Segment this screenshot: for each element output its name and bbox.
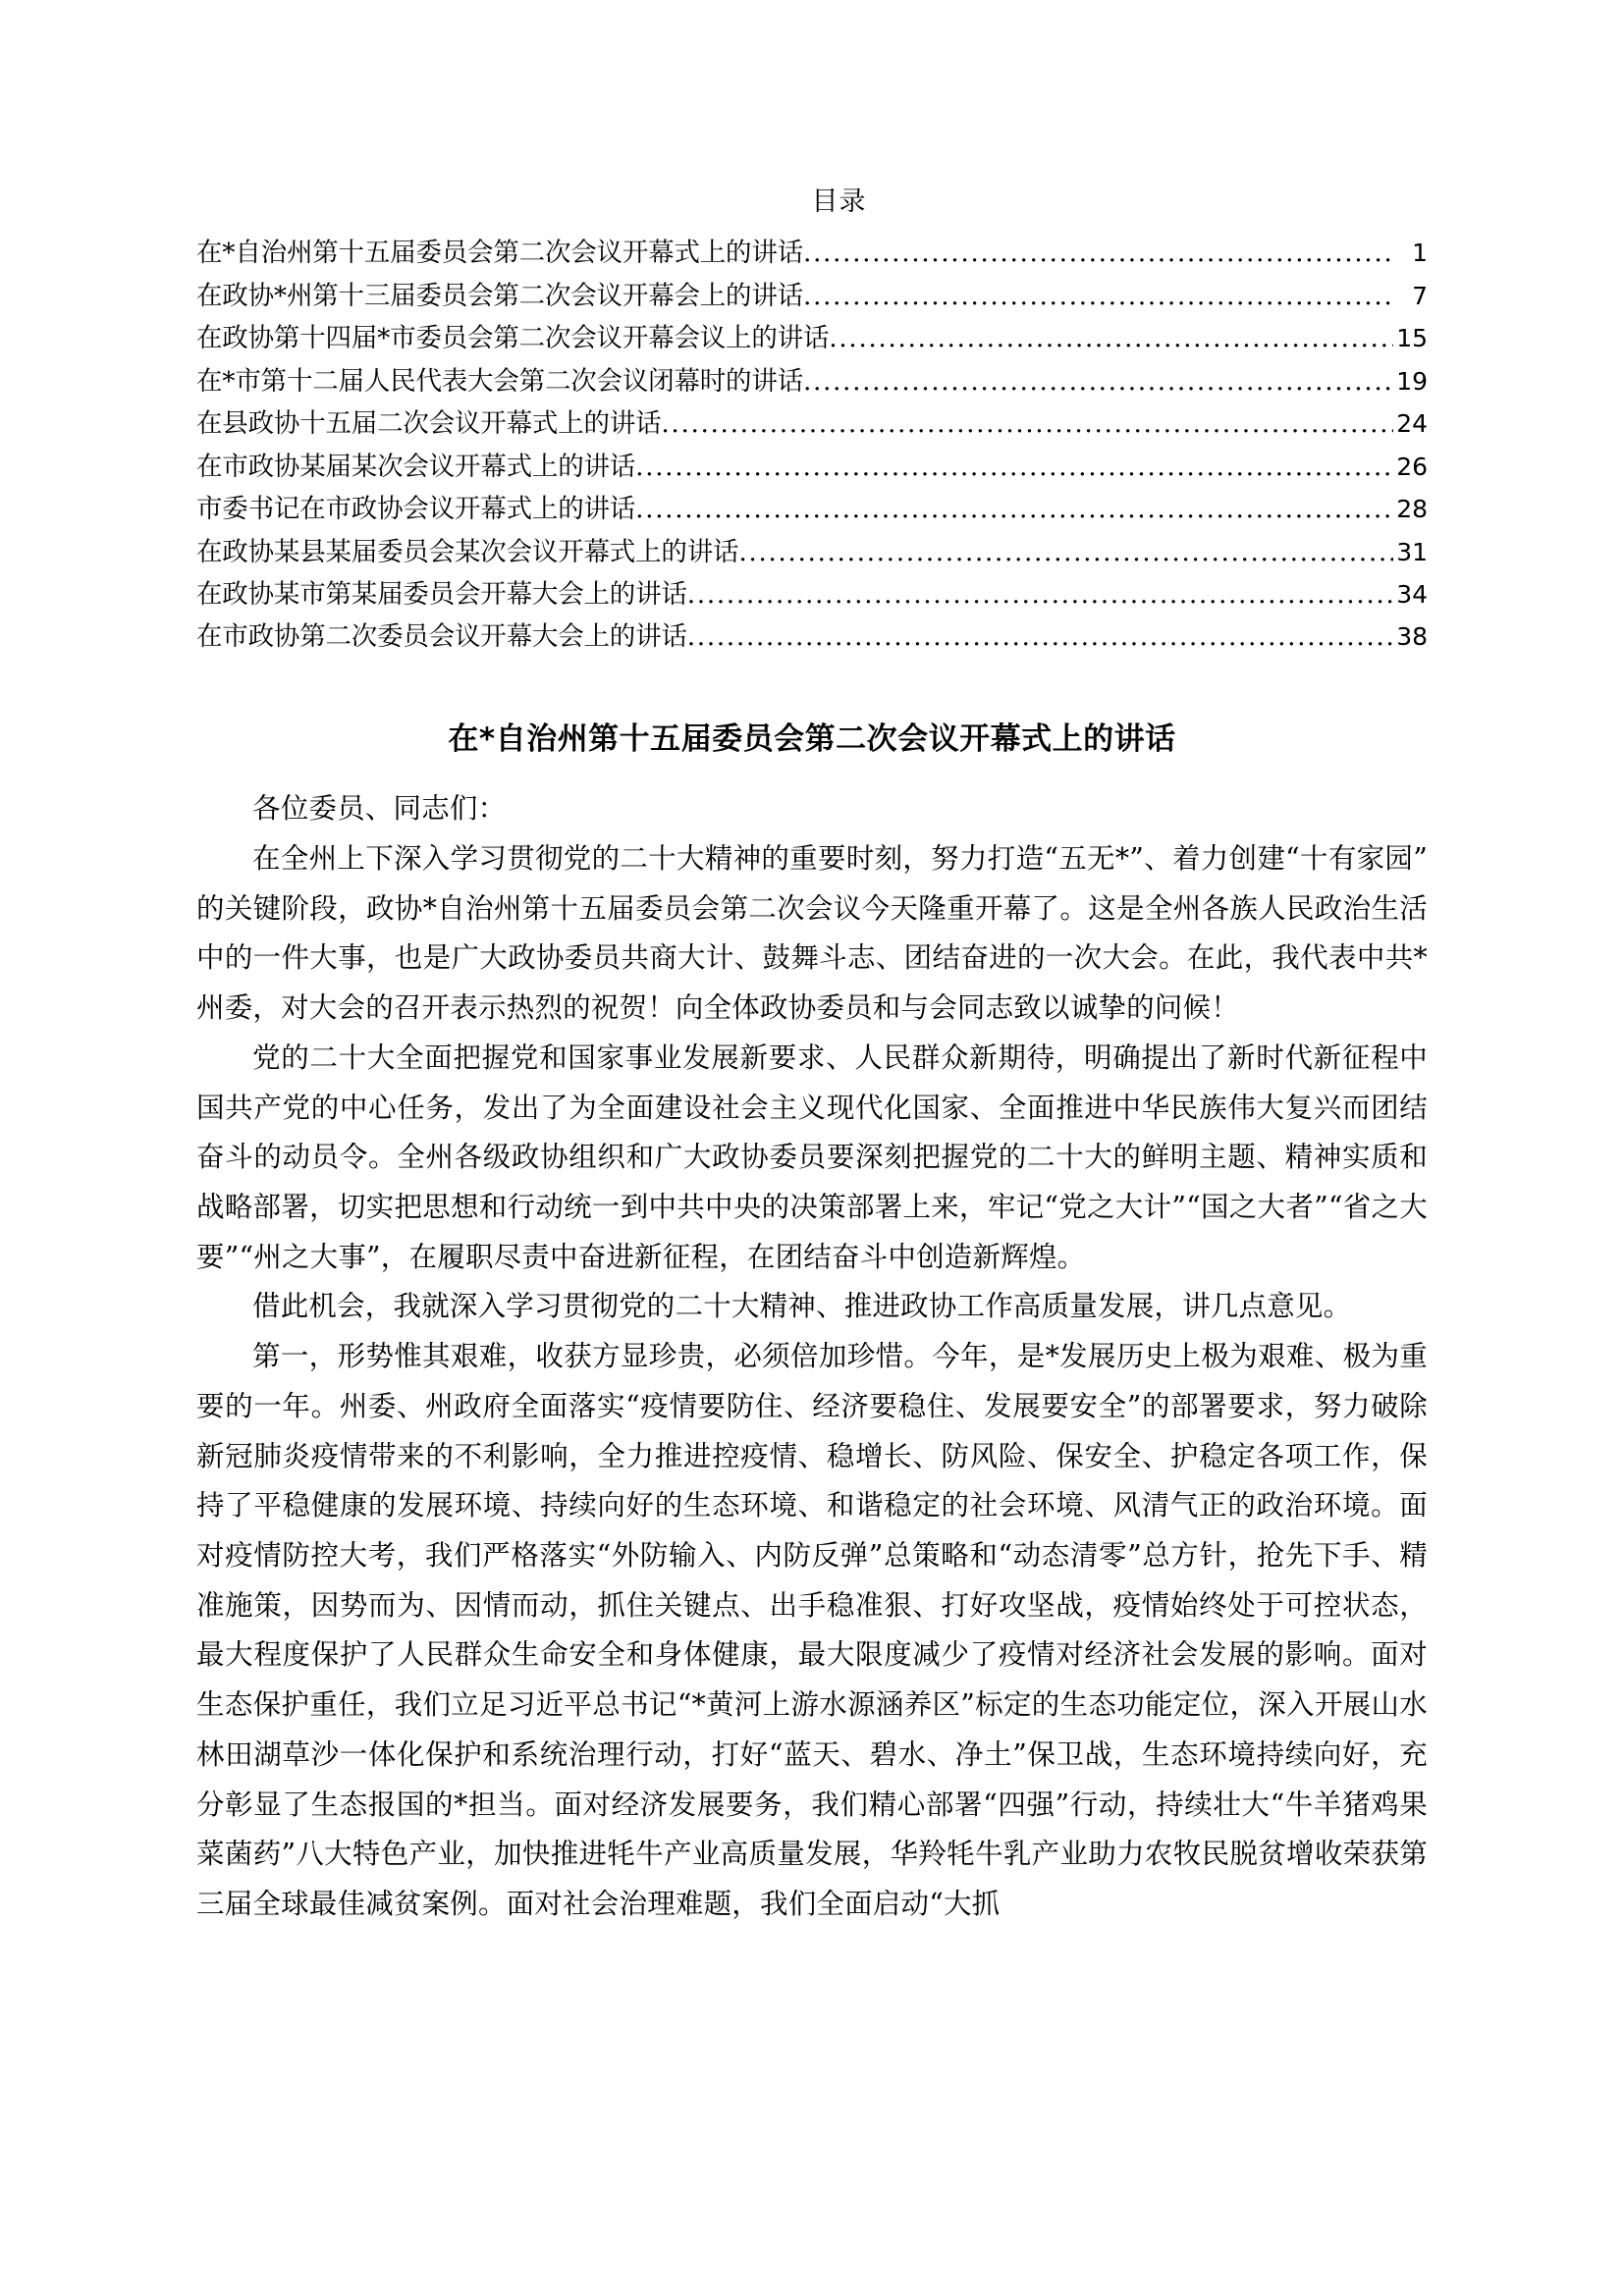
toc-leader-dots bbox=[803, 284, 1393, 310]
toc-leader-dots bbox=[635, 454, 1393, 481]
toc-entry-label: 在县政协十五届二次会议开幕式上的讲话 bbox=[196, 408, 662, 440]
body-paragraph: 借此机会，我就深入学习贯彻党的二十大精神、推进政协工作高质量发展，讲几点意见。 bbox=[252, 1290, 1352, 1323]
toc-list bbox=[196, 232, 1428, 659]
toc-entry-label: 在市政协第二次委员会议开幕大会上的讲话 bbox=[196, 621, 687, 653]
toc-entry-label: 在政协某县某届委员会某次会议开幕式上的讲话 bbox=[196, 536, 739, 567]
body-paragraph: 党的二十大全面把握党和国家事业发展新要求、人民群众新期待，明确提出了新时代新征程中国共产党的中心任务，发出了为全面建设社会主义现代化国家、全面推进中华民族伟大复兴而团结奋斗的动员令。全州各级政协组织和广大政协委员要深刻把握党的二十大的鲜明主题、精神实质和战略部署，切实把思想和行动统一到中共中央的决策部署上来，牢记“党之大计”“国之大者”“省之大要”“州之大事”，在履职尽责中奋进新征程，在团结奋斗中创造新辉煌。 bbox=[196, 1041, 1428, 1273]
toc-entry-page: 1 bbox=[1412, 239, 1428, 268]
toc-leader-dots bbox=[661, 411, 1393, 438]
toc-entry-page: 26 bbox=[1396, 452, 1428, 481]
toc-leader-dots bbox=[738, 540, 1393, 566]
toc-entry-page: 28 bbox=[1396, 495, 1428, 524]
salutation: 各位委员、同志们： bbox=[252, 792, 507, 826]
toc-entry-page: 15 bbox=[1396, 324, 1428, 353]
toc-entry-page: 38 bbox=[1396, 622, 1428, 652]
toc-entry[interactable] bbox=[196, 360, 1428, 402]
toc-entry-page: 24 bbox=[1396, 409, 1428, 439]
toc-heading: 目录 bbox=[811, 187, 867, 217]
toc-entry-page: 19 bbox=[1396, 366, 1428, 396]
toc-entry-label: 市委书记在市政协会议开幕式上的讲话 bbox=[196, 494, 636, 525]
toc-entry[interactable] bbox=[196, 317, 1428, 359]
toc-entry[interactable] bbox=[196, 488, 1428, 530]
toc-entry[interactable] bbox=[196, 232, 1428, 274]
toc-entry[interactable] bbox=[196, 615, 1428, 658]
toc-entry[interactable] bbox=[196, 573, 1428, 615]
toc-entry-page: 31 bbox=[1396, 537, 1428, 566]
toc-entry-page: 34 bbox=[1396, 580, 1428, 610]
toc-entry-label: 在政协*州第十三届委员会第二次会议开幕会上的讲话 bbox=[196, 280, 803, 311]
toc-leader-dots bbox=[803, 369, 1393, 396]
toc-entry[interactable] bbox=[196, 402, 1428, 445]
toc-entry-label: 在*自治州第十五届委员会第二次会议开幕式上的讲话 bbox=[196, 238, 803, 269]
article-title: 在*自治州第十五届委员会第二次会议开幕式上的讲话 bbox=[448, 721, 1176, 757]
toc-leader-dots bbox=[687, 624, 1393, 651]
toc-leader-dots bbox=[803, 240, 1393, 267]
toc-entry-label: 在政协第十四届*市委员会第二次会议开幕会议上的讲话 bbox=[196, 323, 830, 354]
toc-entry[interactable] bbox=[196, 446, 1428, 488]
toc-entry-label: 在政协某市第某届委员会开幕大会上的讲话 bbox=[196, 579, 687, 611]
body-paragraph: 在全州上下深入学习贯彻党的二十大精神的重要时刻，努力打造“五无*”、着力创建“十有家园”的关键阶段，政协*自治州第十五届委员会第二次会议今天隆重开幕了。这是全州各族人民政治生活中的一件大事，也是广大政协委员共商大计、鼓舞斗志、团结奋进的一次大会。在此，我代表中共*州委，对大会的召开表示热烈的祝贺！向全体政协委员和与会同志致以诚挚的问候！ bbox=[196, 841, 1428, 1025]
toc-entry[interactable] bbox=[196, 275, 1428, 317]
toc-entry[interactable] bbox=[196, 531, 1428, 573]
toc-leader-dots bbox=[687, 582, 1393, 609]
toc-leader-dots bbox=[829, 326, 1393, 352]
body-paragraph: 第一，形势惟其艰难，收获方显珍贵，必须倍加珍惜。今年，是*发展历史上极为艰难、极为重要的一年。州委、州政府全面落实“疫情要防住、经济要稳住、发展要安全”的部署要求，努力破除新冠肺炎疫情带来的不利影响，全力推进控疫情、稳增长、防风险、保安全、护稳定各项工作，保持了平稳健康的发展环境、持续向好的生态环境、和谐稳定的社会环境、风清气正的政治环境。面对疫情防控大考，我们严格落实“外防输入、内防反弹”总策略和“动态清零”总方针，抢先下手、精准施策，因势而为、因情而动，抓住关键点、出手稳准狠、打好攻坚战，疫情始终处于可控状态，最大程度保护了人民群众生命安全和身体健康，最大限度减少了疫情对经济社会发展的影响。面对生态保护重任，我们立足习近平总书记“*黄河上游水源涵养区”标定的生态功能定位，深入开展山水林田湖草沙一体化保护和系统治理行动，打好“蓝天、碧水、净土”保卫战，生态环境持续向好，充分彰显了生态报国的*担当。面对经济发展要务，我们精心部署“四强”行动，持续壮大“牛羊猪鸡果菜菌药”八大特色产业，加快推进牦牛产业高质量发展，华羚牦牛乳产业助力农牧民脱贫增收荣获第三届全球最佳减贫案例。面对社会治理难题，我们全面启动“大抓 bbox=[196, 1340, 1428, 1921]
toc-entry-label: 在市政协某届某次会议开幕式上的讲话 bbox=[196, 451, 636, 482]
toc-entry-label: 在*市第十二届人民代表大会第二次会议闭幕时的讲话 bbox=[196, 365, 803, 397]
article-body bbox=[196, 784, 1428, 1930]
toc-leader-dots bbox=[635, 497, 1393, 523]
toc-entry-page: 7 bbox=[1412, 281, 1428, 310]
